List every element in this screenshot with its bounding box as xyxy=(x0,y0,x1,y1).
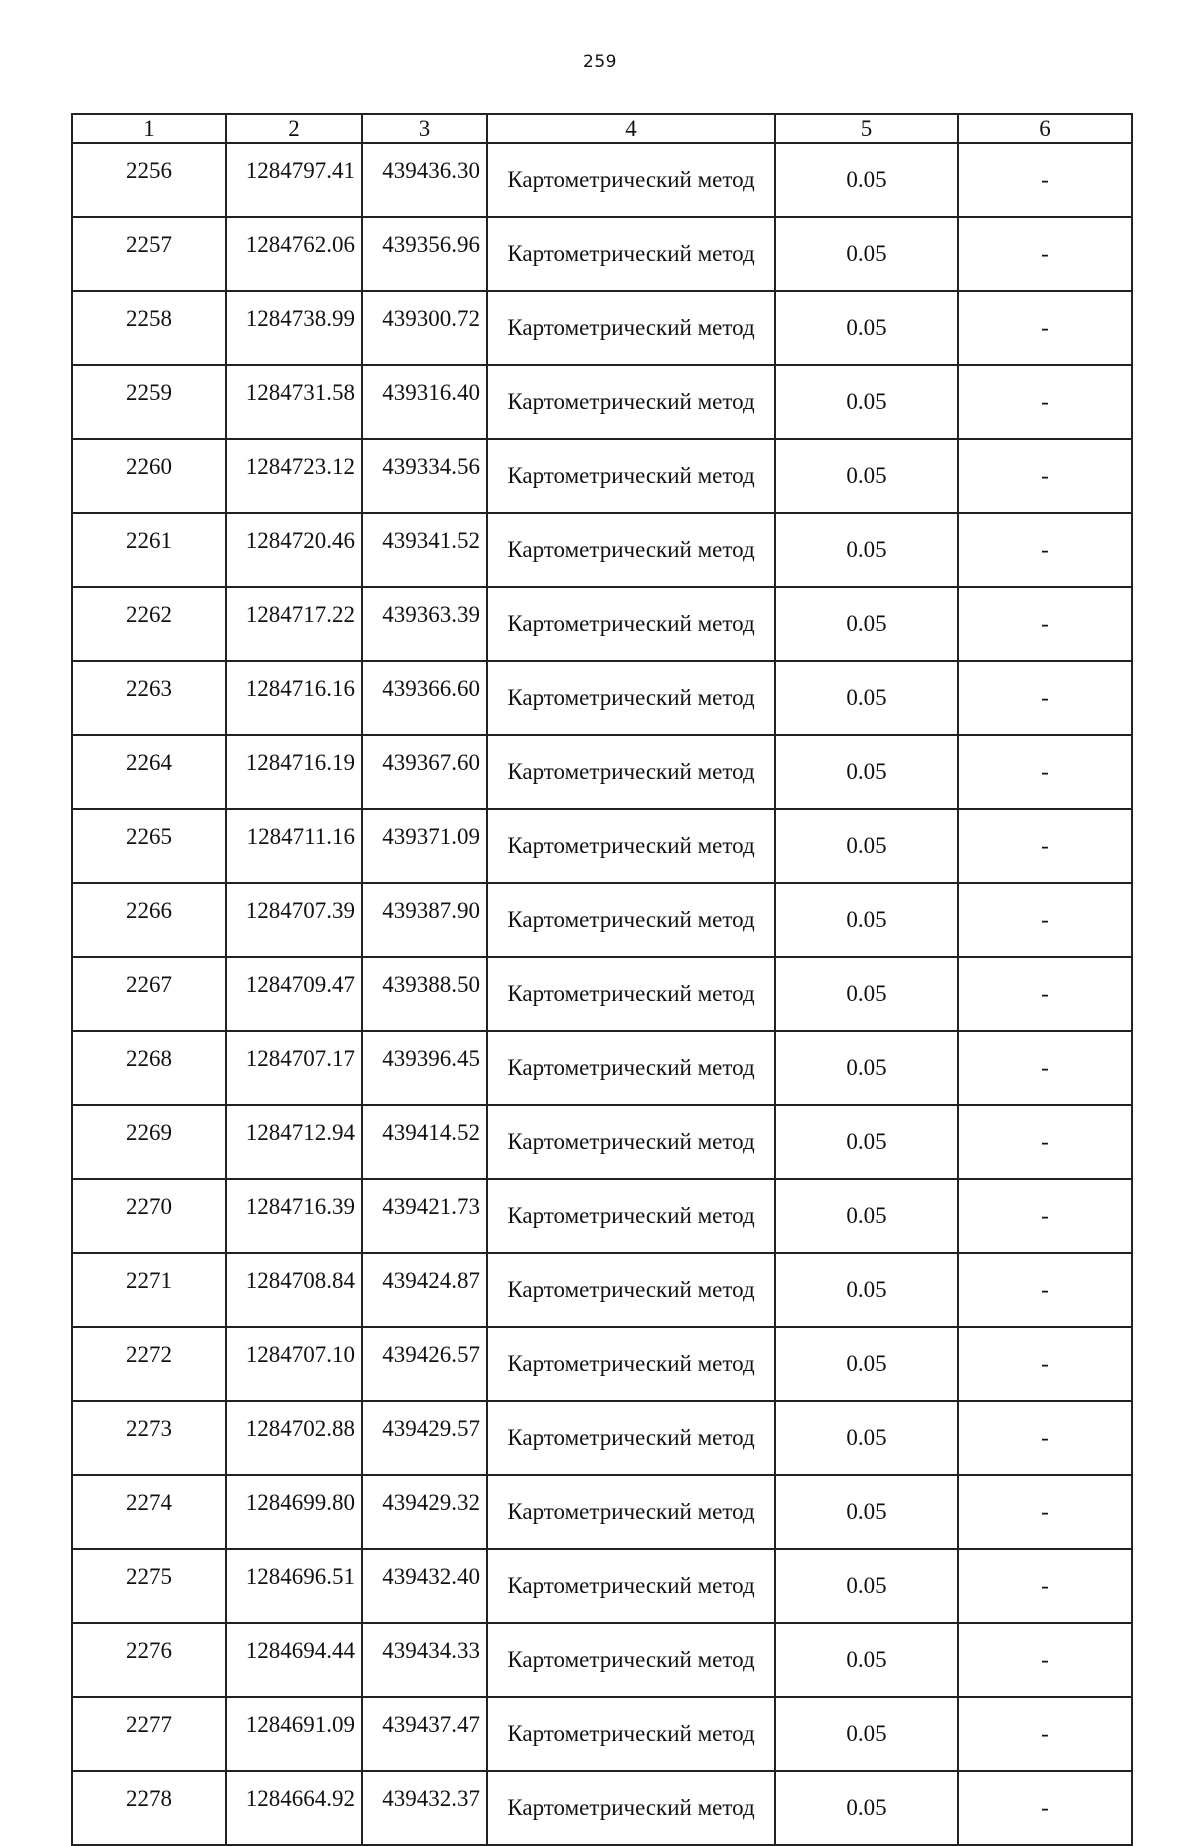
table-row xyxy=(72,1253,1132,1327)
note-cell: - xyxy=(958,661,1132,735)
table-row xyxy=(72,439,1132,513)
table-header xyxy=(72,114,1132,143)
note-cell: - xyxy=(958,1623,1132,1697)
accuracy-cell: 0.05 xyxy=(775,809,958,883)
point-number-cell: 2274 xyxy=(72,1475,226,1549)
table-row xyxy=(72,587,1132,661)
y-coordinate-cell: 439429.57 xyxy=(362,1401,487,1475)
accuracy-cell: 0.05 xyxy=(775,1623,958,1697)
note-cell: - xyxy=(958,1105,1132,1179)
table-row xyxy=(72,1179,1132,1253)
x-coordinate-cell: 1284696.51 xyxy=(226,1549,362,1623)
point-number-cell: 2278 xyxy=(72,1771,226,1845)
y-coordinate-cell: 439437.47 xyxy=(362,1697,487,1771)
method-cell: Картометрический метод xyxy=(487,809,775,883)
note-cell: - xyxy=(958,1253,1132,1327)
table-row xyxy=(72,1105,1132,1179)
table-row xyxy=(72,957,1132,1031)
method-cell: Картометрический метод xyxy=(487,1031,775,1105)
table-row xyxy=(72,1549,1132,1623)
method-cell: Картометрический метод xyxy=(487,957,775,1031)
method-cell: Картометрический метод xyxy=(487,587,775,661)
table-row xyxy=(72,1327,1132,1401)
point-number-cell: 2258 xyxy=(72,291,226,365)
x-coordinate-cell: 1284707.10 xyxy=(226,1327,362,1401)
y-coordinate-cell: 439429.32 xyxy=(362,1475,487,1549)
header-col-2: 2 xyxy=(226,114,362,143)
method-cell: Картометрический метод xyxy=(487,883,775,957)
x-coordinate-cell: 1284716.19 xyxy=(226,735,362,809)
accuracy-cell: 0.05 xyxy=(775,1253,958,1327)
point-number-cell: 2268 xyxy=(72,1031,226,1105)
method-cell: Картометрический метод xyxy=(487,1179,775,1253)
accuracy-cell: 0.05 xyxy=(775,513,958,587)
accuracy-cell: 0.05 xyxy=(775,291,958,365)
table-body xyxy=(72,143,1132,1845)
note-cell: - xyxy=(958,883,1132,957)
accuracy-cell: 0.05 xyxy=(775,1697,958,1771)
y-coordinate-cell: 439432.37 xyxy=(362,1771,487,1845)
point-number-cell: 2272 xyxy=(72,1327,226,1401)
header-col-6: 6 xyxy=(958,114,1132,143)
x-coordinate-cell: 1284738.99 xyxy=(226,291,362,365)
note-cell: - xyxy=(958,1179,1132,1253)
table-row xyxy=(72,143,1132,217)
accuracy-cell: 0.05 xyxy=(775,1401,958,1475)
accuracy-cell: 0.05 xyxy=(775,143,958,217)
y-coordinate-cell: 439316.40 xyxy=(362,365,487,439)
table-row xyxy=(72,217,1132,291)
point-number-cell: 2267 xyxy=(72,957,226,1031)
method-cell: Картометрический метод xyxy=(487,439,775,513)
table-row xyxy=(72,513,1132,587)
header-row xyxy=(72,114,1132,143)
method-cell: Картометрический метод xyxy=(487,217,775,291)
method-cell: Картометрический метод xyxy=(487,1475,775,1549)
y-coordinate-cell: 439426.57 xyxy=(362,1327,487,1401)
note-cell: - xyxy=(958,1031,1132,1105)
method-cell: Картометрический метод xyxy=(487,1623,775,1697)
point-number-cell: 2256 xyxy=(72,143,226,217)
y-coordinate-cell: 439434.33 xyxy=(362,1623,487,1697)
accuracy-cell: 0.05 xyxy=(775,1771,958,1845)
method-cell: Картометрический метод xyxy=(487,365,775,439)
x-coordinate-cell: 1284707.17 xyxy=(226,1031,362,1105)
accuracy-cell: 0.05 xyxy=(775,1475,958,1549)
point-number-cell: 2271 xyxy=(72,1253,226,1327)
x-coordinate-cell: 1284664.92 xyxy=(226,1771,362,1845)
header-col-3: 3 xyxy=(362,114,487,143)
table-row xyxy=(72,365,1132,439)
note-cell: - xyxy=(958,957,1132,1031)
point-number-cell: 2269 xyxy=(72,1105,226,1179)
y-coordinate-cell: 439300.72 xyxy=(362,291,487,365)
point-number-cell: 2257 xyxy=(72,217,226,291)
point-number-cell: 2264 xyxy=(72,735,226,809)
method-cell: Картометрический метод xyxy=(487,143,775,217)
header-col-4: 4 xyxy=(487,114,775,143)
note-cell: - xyxy=(958,1401,1132,1475)
coordinates-table xyxy=(71,113,1133,1846)
x-coordinate-cell: 1284716.16 xyxy=(226,661,362,735)
accuracy-cell: 0.05 xyxy=(775,735,958,809)
y-coordinate-cell: 439371.09 xyxy=(362,809,487,883)
accuracy-cell: 0.05 xyxy=(775,217,958,291)
page-number: 259 xyxy=(583,52,617,72)
note-cell: - xyxy=(958,439,1132,513)
method-cell: Картометрический метод xyxy=(487,1253,775,1327)
note-cell: - xyxy=(958,143,1132,217)
accuracy-cell: 0.05 xyxy=(775,1031,958,1105)
method-cell: Картометрический метод xyxy=(487,1105,775,1179)
accuracy-cell: 0.05 xyxy=(775,365,958,439)
accuracy-cell: 0.05 xyxy=(775,587,958,661)
y-coordinate-cell: 439424.87 xyxy=(362,1253,487,1327)
point-number-cell: 2270 xyxy=(72,1179,226,1253)
y-coordinate-cell: 439432.40 xyxy=(362,1549,487,1623)
table-row xyxy=(72,735,1132,809)
note-cell: - xyxy=(958,1475,1132,1549)
note-cell: - xyxy=(958,587,1132,661)
y-coordinate-cell: 439356.96 xyxy=(362,217,487,291)
accuracy-cell: 0.05 xyxy=(775,883,958,957)
note-cell: - xyxy=(958,735,1132,809)
point-number-cell: 2259 xyxy=(72,365,226,439)
note-cell: - xyxy=(958,513,1132,587)
y-coordinate-cell: 439363.39 xyxy=(362,587,487,661)
point-number-cell: 2273 xyxy=(72,1401,226,1475)
method-cell: Картометрический метод xyxy=(487,1327,775,1401)
x-coordinate-cell: 1284691.09 xyxy=(226,1697,362,1771)
method-cell: Картометрический метод xyxy=(487,513,775,587)
x-coordinate-cell: 1284709.47 xyxy=(226,957,362,1031)
x-coordinate-cell: 1284711.16 xyxy=(226,809,362,883)
y-coordinate-cell: 439436.30 xyxy=(362,143,487,217)
table-row xyxy=(72,661,1132,735)
note-cell: - xyxy=(958,217,1132,291)
accuracy-cell: 0.05 xyxy=(775,439,958,513)
x-coordinate-cell: 1284723.12 xyxy=(226,439,362,513)
y-coordinate-cell: 439388.50 xyxy=(362,957,487,1031)
note-cell: - xyxy=(958,1697,1132,1771)
x-coordinate-cell: 1284702.88 xyxy=(226,1401,362,1475)
x-coordinate-cell: 1284731.58 xyxy=(226,365,362,439)
y-coordinate-cell: 439334.56 xyxy=(362,439,487,513)
accuracy-cell: 0.05 xyxy=(775,1327,958,1401)
accuracy-cell: 0.05 xyxy=(775,1179,958,1253)
method-cell: Картометрический метод xyxy=(487,1697,775,1771)
method-cell: Картометрический метод xyxy=(487,291,775,365)
note-cell: - xyxy=(958,1549,1132,1623)
table-row xyxy=(72,291,1132,365)
note-cell: - xyxy=(958,809,1132,883)
table-row xyxy=(72,1475,1132,1549)
y-coordinate-cell: 439387.90 xyxy=(362,883,487,957)
point-number-cell: 2263 xyxy=(72,661,226,735)
point-number-cell: 2275 xyxy=(72,1549,226,1623)
x-coordinate-cell: 1284720.46 xyxy=(226,513,362,587)
table-row xyxy=(72,1623,1132,1697)
x-coordinate-cell: 1284797.41 xyxy=(226,143,362,217)
accuracy-cell: 0.05 xyxy=(775,957,958,1031)
point-number-cell: 2276 xyxy=(72,1623,226,1697)
note-cell: - xyxy=(958,365,1132,439)
point-number-cell: 2266 xyxy=(72,883,226,957)
table-row xyxy=(72,883,1132,957)
y-coordinate-cell: 439367.60 xyxy=(362,735,487,809)
x-coordinate-cell: 1284712.94 xyxy=(226,1105,362,1179)
x-coordinate-cell: 1284699.80 xyxy=(226,1475,362,1549)
table-row xyxy=(72,1401,1132,1475)
accuracy-cell: 0.05 xyxy=(775,661,958,735)
y-coordinate-cell: 439421.73 xyxy=(362,1179,487,1253)
point-number-cell: 2262 xyxy=(72,587,226,661)
method-cell: Картометрический метод xyxy=(487,1771,775,1845)
x-coordinate-cell: 1284716.39 xyxy=(226,1179,362,1253)
method-cell: Картометрический метод xyxy=(487,1549,775,1623)
x-coordinate-cell: 1284717.22 xyxy=(226,587,362,661)
x-coordinate-cell: 1284707.39 xyxy=(226,883,362,957)
point-number-cell: 2261 xyxy=(72,513,226,587)
method-cell: Картометрический метод xyxy=(487,661,775,735)
y-coordinate-cell: 439341.52 xyxy=(362,513,487,587)
table-row xyxy=(72,1771,1132,1845)
y-coordinate-cell: 439366.60 xyxy=(362,661,487,735)
method-cell: Картометрический метод xyxy=(487,735,775,809)
y-coordinate-cell: 439396.45 xyxy=(362,1031,487,1105)
table-row xyxy=(72,809,1132,883)
table-row xyxy=(72,1697,1132,1771)
note-cell: - xyxy=(958,291,1132,365)
accuracy-cell: 0.05 xyxy=(775,1549,958,1623)
point-number-cell: 2260 xyxy=(72,439,226,513)
accuracy-cell: 0.05 xyxy=(775,1105,958,1179)
header-col-5: 5 xyxy=(775,114,958,143)
method-cell: Картометрический метод xyxy=(487,1401,775,1475)
header-col-1: 1 xyxy=(72,114,226,143)
x-coordinate-cell: 1284708.84 xyxy=(226,1253,362,1327)
x-coordinate-cell: 1284694.44 xyxy=(226,1623,362,1697)
point-number-cell: 2265 xyxy=(72,809,226,883)
x-coordinate-cell: 1284762.06 xyxy=(226,217,362,291)
note-cell: - xyxy=(958,1771,1132,1845)
table-row xyxy=(72,1031,1132,1105)
point-number-cell: 2277 xyxy=(72,1697,226,1771)
note-cell: - xyxy=(958,1327,1132,1401)
y-coordinate-cell: 439414.52 xyxy=(362,1105,487,1179)
